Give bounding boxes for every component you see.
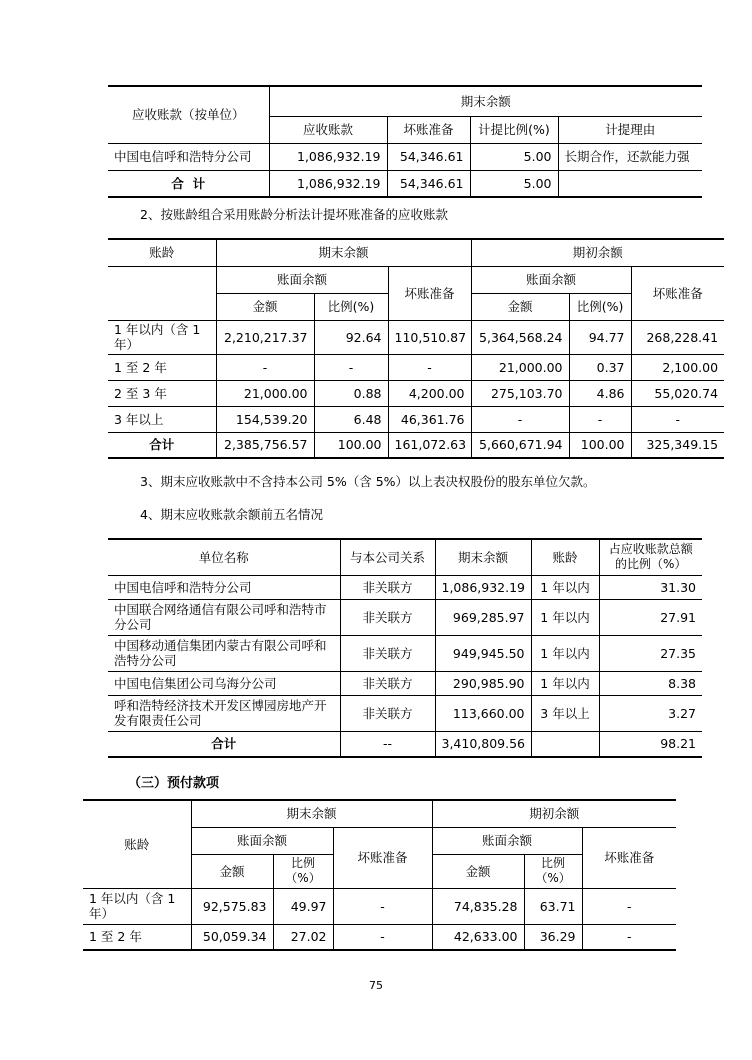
header-bad-debt-begin: 坏账准备 [631,266,724,320]
header-end-balance: 期末余额 [216,239,471,266]
header-amount-begin: 金额 [432,854,524,888]
table-row: 中国电信呼和浩特分公司 非关联方 1,086,932.19 1 年以内 31.30 [108,575,702,599]
page-number: 75 [369,979,383,992]
header-book-balance-begin: 账面余额 [471,266,631,293]
header-reason: 计提理由 [558,116,702,143]
header-book-balance-end: 账面余额 [216,266,388,293]
receivable-by-unit-table [108,85,702,198]
table-row: 中国电信集团公司乌海分公司 非关联方 290,985.90 1 年以内 8.38 [108,671,702,695]
header-end-balance: 期末余额 [191,800,432,827]
prepayments-table [83,799,676,951]
header-ratio: 计提比例(%) [470,116,558,143]
header-book-balance-begin: 账面余额 [432,827,582,854]
table-row: 3 年以上 154,539.20 6.48 46,361.76 - - - [108,406,724,432]
header-age: 账龄 [108,239,216,266]
header-bad-debt: 坏账准备 [387,116,470,143]
header-amount-begin: 金额 [471,293,569,320]
header-age: 账龄 [83,800,191,888]
header-book-balance-end: 账面余额 [191,827,333,854]
total-row: 合计 2,385,756.57 100.00 161,072.63 5,660,671.94 100.00 325,349.15 [108,432,724,458]
paragraph-top-five: 4、期末应收账款余额前五名情况 [140,507,323,522]
header-unit-name: 单位名称 [108,539,340,575]
table-row: 1 至 2 年 50,059.34 27.02 - 42,633.00 36.29 - [83,924,676,950]
total-row: 合计 -- 3,410,809.56 98.21 [108,731,702,757]
section-heading-prepayments: （三）预付款项 [128,776,220,791]
table-row: 中国联合网络通信有限公司呼和浩特市分公司 非关联方 969,285.97 1 年以内 27.91 [108,599,702,635]
header-bad-debt-end: 坏账准备 [388,266,471,320]
paragraph-aging-method: 2、按账龄组合采用账龄分析法计提坏账准备的应收账款 [140,207,448,222]
header-ratio-begin: 比例（%） [524,854,582,888]
header-begin-balance: 期初余额 [471,239,724,266]
top-five-table [108,538,702,758]
header-begin-balance: 期初余额 [432,800,676,827]
table-row: 2 至 3 年 21,000.00 0.88 4,200.00 275,103.70 4.86 55,020.74 [108,380,724,406]
table-row: 呼和浩特经济技术开发区博园房地产开发有限责任公司 非关联方 113,660.00 3 年以上 3.27 [108,695,702,731]
header-receivable: 应收账款 [269,116,387,143]
header-amount-end: 金额 [191,854,273,888]
header-percentage: 占应收账款总额的比例（%） [599,539,702,575]
header-age: 账龄 [531,539,599,575]
header-ratio-begin: 比例(%) [569,293,631,320]
header-amount-end: 金额 [216,293,314,320]
table-row: 1 年以内（含 1 年） 92,575.83 49.97 - 74,835.28 63.71 - [83,888,676,924]
header-ratio-end: 比例(%) [314,293,388,320]
header-ratio-end: 比例（%） [273,854,333,888]
header-end-balance: 期末余额 [269,86,702,116]
header-bad-debt-end: 坏账准备 [333,827,432,888]
header-end-balance: 期末余额 [435,539,531,575]
table-row: 中国移动通信集团内蒙古有限公司呼和浩特分公司 非关联方 949,945.50 1 年以内 27.35 [108,635,702,671]
table-row: 1 年以内（含 1 年） 2,210,217.37 92.64 110,510.87 5,364,568.24 94.77 268,228.41 [108,320,724,354]
header-relation: 与本公司关系 [340,539,435,575]
table-row: 中国电信呼和浩特分公司 1,086,932.19 54,346.61 5.00 长期合作，还款能力强 [108,143,702,170]
paragraph-shareholder-note: 3、期末应收账款中不含持本公司 5%（含 5%）以上表决权股份的股东单位欠款。 [140,474,596,489]
header-bad-debt-begin: 坏账准备 [582,827,676,888]
header-unit: 应收账款（按单位） [108,86,269,143]
total-row: 合 计 1,086,932.19 54,346.61 5.00 [108,170,702,197]
table-row: 1 至 2 年 - - - 21,000.00 0.37 2,100.00 [108,354,724,380]
aging-analysis-table [108,238,724,459]
